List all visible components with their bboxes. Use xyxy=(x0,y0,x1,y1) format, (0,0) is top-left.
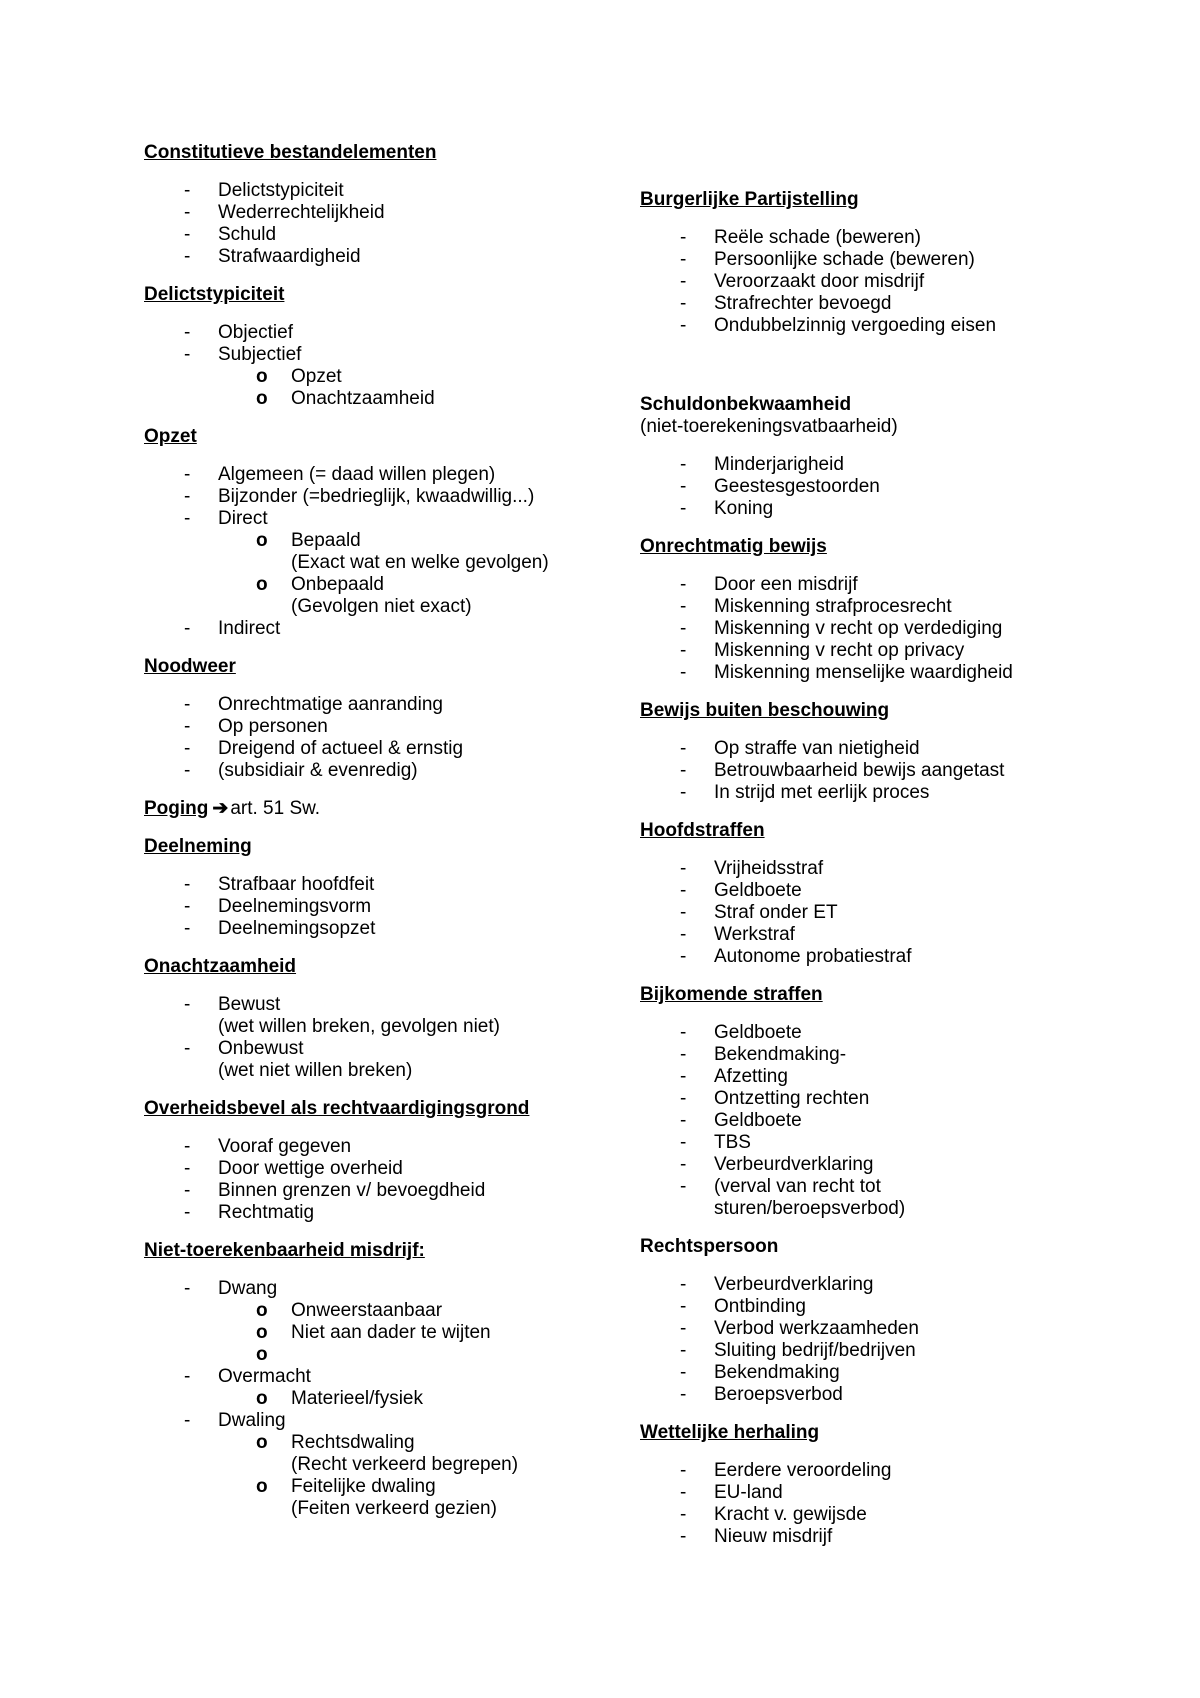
sub-bullet: o xyxy=(256,366,268,387)
heading-noodweer: Noodweer xyxy=(144,656,236,677)
list-item: Vooraf gegeven xyxy=(218,1136,352,1157)
dash: - xyxy=(680,924,687,945)
list-item: Strafwaardigheid xyxy=(218,246,361,267)
dash: - xyxy=(184,1410,191,1431)
dash: - xyxy=(680,1022,687,1043)
list-item: Persoonlijke schade (beweren) xyxy=(714,249,975,270)
dash: - xyxy=(680,1044,687,1065)
dash: - xyxy=(184,486,191,507)
heading-onachtzaamheid: Onachtzaamheid xyxy=(144,956,297,977)
dash: - xyxy=(184,716,191,737)
dash: - xyxy=(184,1180,191,1201)
dash: - xyxy=(680,227,687,248)
sub-item: Onweerstaanbaar xyxy=(291,1300,443,1321)
dash: - xyxy=(680,271,687,292)
list-item: Nieuw misdrijf xyxy=(714,1526,833,1547)
dash: - xyxy=(680,596,687,617)
dash: - xyxy=(680,574,687,595)
dash: - xyxy=(680,618,687,639)
list-item: Koning xyxy=(714,498,774,519)
list-item: Minderjarigheid xyxy=(714,454,844,475)
list-item-note: (wet willen breken, gevolgen niet) xyxy=(218,1016,500,1037)
list-item: Miskenning v recht op verdediging xyxy=(714,618,1003,639)
list-item: Miskenning v recht op privacy xyxy=(714,640,965,661)
heading-overheidsbevel: Overheidsbevel als rechtvaardigingsgrond xyxy=(144,1098,530,1119)
heading-bijkomende-straffen: Bijkomende straffen xyxy=(640,984,823,1005)
list-item: Bijzonder (=bedrieglijk, kwaadwillig...) xyxy=(218,486,535,507)
list-item: TBS xyxy=(714,1132,751,1153)
dash: - xyxy=(680,1154,687,1175)
dash: - xyxy=(680,782,687,803)
list-item: Miskenning strafprocesrecht xyxy=(714,596,952,617)
list-item: Door een misdrijf xyxy=(714,574,858,595)
dash: - xyxy=(184,918,191,939)
list-item: Delictstypiciteit xyxy=(218,180,344,201)
dash: - xyxy=(184,344,191,365)
dash: - xyxy=(680,1296,687,1317)
dash: - xyxy=(184,618,191,639)
heading-niet-toerekenbaarheid: Niet-toerekenbaarheid misdrijf: xyxy=(144,1240,425,1261)
dash: - xyxy=(680,1460,687,1481)
list-item: Schuld xyxy=(218,224,277,245)
list-item: Dreigend of actueel & ernstig xyxy=(218,738,464,759)
dash: - xyxy=(184,1202,191,1223)
list-item: Vrijheidsstraf xyxy=(714,858,824,879)
dash: - xyxy=(680,1176,687,1197)
list-item: Algemeen (= daad willen plegen) xyxy=(218,464,496,485)
poging-text: art. 51 Sw. xyxy=(230,798,321,819)
list-item: Op personen xyxy=(218,716,328,737)
list-item: Veroorzaakt door misdrijf xyxy=(714,271,925,292)
sub-item: Onachtzaamheid xyxy=(291,388,435,409)
dash: - xyxy=(680,858,687,879)
dash: - xyxy=(184,694,191,715)
list-item: Verbod werkzaamheden xyxy=(714,1318,919,1339)
list-item: Onrechtmatige aanranding xyxy=(218,694,443,715)
heading-rechtspersoon: Rechtspersoon xyxy=(640,1236,779,1257)
list-item: Binnen grenzen v/ bevoegdheid xyxy=(218,1180,486,1201)
list-item: Strafbaar hoofdfeit xyxy=(218,874,375,895)
list-item: Bewust xyxy=(218,994,281,1015)
list-item: Dwaling xyxy=(218,1410,286,1431)
dash: - xyxy=(680,249,687,270)
dash: - xyxy=(680,1110,687,1131)
list-item: Verbeurdverklaring xyxy=(714,1154,874,1175)
dash: - xyxy=(184,202,191,223)
list-item: Op straffe van nietigheid xyxy=(714,738,920,759)
heading-bewijs-buiten-beschouwing: Bewijs buiten beschouwing xyxy=(640,700,890,721)
dash: - xyxy=(680,293,687,314)
dash: - xyxy=(184,180,191,201)
dash: - xyxy=(184,760,191,781)
heading-deelneming: Deelneming xyxy=(144,836,252,857)
dash: - xyxy=(184,874,191,895)
list-item: Overmacht xyxy=(218,1366,311,1387)
dash: - xyxy=(184,508,191,529)
list-item: Beroepsverbod xyxy=(714,1384,843,1405)
heading-poging: Poging xyxy=(144,798,209,819)
arrow-right-icon: ➔ xyxy=(212,798,229,819)
dash: - xyxy=(680,1318,687,1339)
dash: - xyxy=(680,1504,687,1525)
dash: - xyxy=(184,1038,191,1059)
dash: - xyxy=(680,1066,687,1087)
dash: - xyxy=(184,464,191,485)
dash: - xyxy=(680,880,687,901)
dash: - xyxy=(184,1136,191,1157)
dash: - xyxy=(184,1158,191,1179)
dash: - xyxy=(680,1384,687,1405)
sub-bullet: o xyxy=(256,1344,268,1365)
sub-bullet: o xyxy=(256,1432,268,1453)
list-item: Kracht v. gewijsde xyxy=(714,1504,867,1525)
list-item: In strijd met eerlijk proces xyxy=(714,782,930,803)
list-item: Straf onder ET xyxy=(714,902,838,923)
list-item: Deelnemingsvorm xyxy=(218,896,372,917)
sub-bullet: o xyxy=(256,574,268,595)
heading-burgerlijke-partijstelling: Burgerlijke Partijstelling xyxy=(640,189,859,210)
dash: - xyxy=(680,738,687,759)
list-item: Door wettige overheid xyxy=(218,1158,403,1179)
sub-item-note: (Gevolgen niet exact) xyxy=(291,596,472,617)
list-item: Ondubbelzinnig vergoeding eisen xyxy=(714,315,997,336)
sub-bullet: o xyxy=(256,1388,268,1409)
dash: - xyxy=(680,902,687,923)
heading-delictstypiciteit: Delictstypiciteit xyxy=(144,284,285,305)
dash: - xyxy=(184,224,191,245)
list-item: (subsidiair & evenredig) xyxy=(218,760,418,781)
list-item: Ontbinding xyxy=(714,1296,806,1317)
list-item: Geestesgestoorden xyxy=(714,476,880,497)
dash: - xyxy=(680,1274,687,1295)
dash: - xyxy=(680,1482,687,1503)
list-item: Reële schade (beweren) xyxy=(714,227,922,248)
dash: - xyxy=(184,994,191,1015)
dash: - xyxy=(184,738,191,759)
sub-item: Feitelijke dwaling xyxy=(291,1476,436,1497)
list-item: EU-land xyxy=(714,1482,783,1503)
sub-item-note: (Exact wat en welke gevolgen) xyxy=(291,552,549,573)
dash: - xyxy=(184,246,191,267)
list-item: Autonome probatiestraf xyxy=(714,946,912,967)
dash: - xyxy=(184,1278,191,1299)
dash: - xyxy=(680,1340,687,1361)
list-item: Dwang xyxy=(218,1278,278,1299)
heading-schuldonbekwaamheid: Schuldonbekwaamheid xyxy=(640,394,852,415)
sub-bullet: o xyxy=(256,1476,268,1497)
list-item: Indirect xyxy=(218,618,281,639)
sub-item: Bepaald xyxy=(291,530,361,551)
dash: - xyxy=(680,476,687,497)
list-item: Geldboete xyxy=(714,1022,802,1043)
dash: - xyxy=(680,662,687,683)
sub-bullet: o xyxy=(256,530,268,551)
sub-item-note: (Feiten verkeerd gezien) xyxy=(291,1498,497,1519)
list-item: Rechtmatig xyxy=(218,1202,315,1223)
dash: - xyxy=(680,946,687,967)
dash: - xyxy=(184,896,191,917)
dash: - xyxy=(680,1088,687,1109)
list-item: (verval van recht tot xyxy=(714,1176,881,1197)
dash: - xyxy=(680,315,687,336)
list-item: Geldboete xyxy=(714,880,802,901)
list-item: Geldboete xyxy=(714,1110,802,1131)
sub-item: Opzet xyxy=(291,366,342,387)
heading-hoofdstraffen: Hoofdstraffen xyxy=(640,820,765,841)
poging-line xyxy=(144,798,320,820)
list-item: Wederrechtelijkheid xyxy=(218,202,385,223)
sub-bullet: o xyxy=(256,388,268,409)
list-item-note: (wet niet willen breken) xyxy=(218,1060,413,1081)
list-item: Afzetting xyxy=(714,1066,788,1087)
heading-wettelijke-herhaling: Wettelijke herhaling xyxy=(640,1422,820,1443)
list-item: Ontzetting rechten xyxy=(714,1088,870,1109)
dash: - xyxy=(680,640,687,661)
dash: - xyxy=(680,1362,687,1383)
list-item-continued: sturen/beroepsverbod) xyxy=(714,1198,906,1219)
sub-bullet: o xyxy=(256,1300,268,1321)
list-item: Miskenning menselijke waardigheid xyxy=(714,662,1013,683)
dash: - xyxy=(680,760,687,781)
heading-opzet: Opzet xyxy=(144,426,197,447)
heading-onrechtmatig-bewijs: Onrechtmatig bewijs xyxy=(640,536,827,557)
list-item: Onbewust xyxy=(218,1038,304,1059)
heading-constitutieve: Constitutieve bestandelementen xyxy=(144,142,437,163)
list-item: Sluiting bedrijf/bedrijven xyxy=(714,1340,916,1361)
list-item: Deelnemingsopzet xyxy=(218,918,376,939)
dash: - xyxy=(680,1132,687,1153)
list-item: Verbeurdverklaring xyxy=(714,1274,874,1295)
dash: - xyxy=(680,498,687,519)
dash: - xyxy=(184,1366,191,1387)
list-item: Eerdere veroordeling xyxy=(714,1460,892,1481)
list-item: Bekendmaking xyxy=(714,1362,840,1383)
list-item: Bekendmaking- xyxy=(714,1044,847,1065)
dash: - xyxy=(680,454,687,475)
sub-item: Materieel/fysiek xyxy=(291,1388,423,1409)
dash: - xyxy=(184,322,191,343)
sub-item: Rechtsdwaling xyxy=(291,1432,415,1453)
list-item: Betrouwbaarheid bewijs aangetast xyxy=(714,760,1005,781)
list-item: Direct xyxy=(218,508,268,529)
subtitle-schuldonbekwaamheid: (niet-toerekeningsvatbaarheid) xyxy=(640,416,898,437)
sub-item: Onbepaald xyxy=(291,574,384,595)
list-item: Subjectief xyxy=(218,344,302,365)
sub-item: Niet aan dader te wijten xyxy=(291,1322,491,1343)
sub-bullet: o xyxy=(256,1322,268,1343)
list-item: Strafrechter bevoegd xyxy=(714,293,892,314)
dash: - xyxy=(680,1526,687,1547)
list-item: Werkstraf xyxy=(714,924,795,945)
list-item: Objectief xyxy=(218,322,293,343)
sub-item-note: (Recht verkeerd begrepen) xyxy=(291,1454,519,1475)
